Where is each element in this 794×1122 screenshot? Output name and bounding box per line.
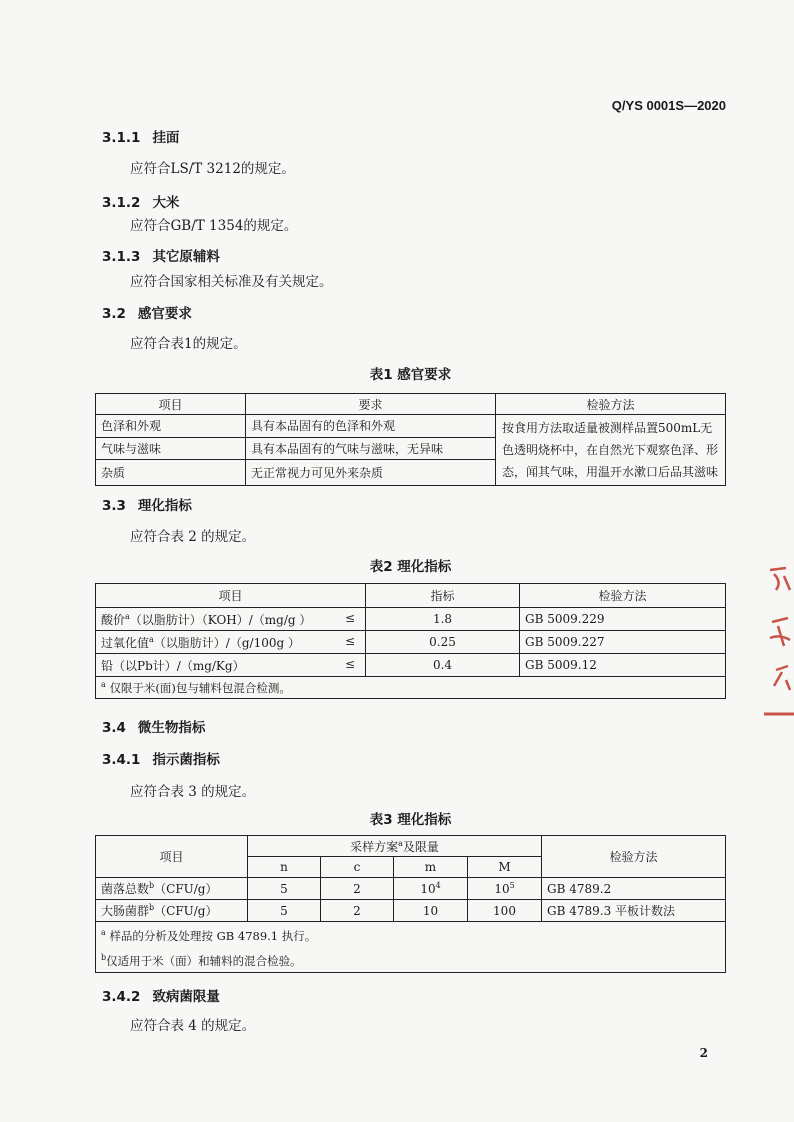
section-title: 其它原辅料 <box>152 249 220 265</box>
section-number: 3.2 <box>102 306 126 322</box>
table3-subheader-c: c <box>321 857 394 878</box>
standard-code: Q/YS 0001S—2020 <box>611 98 726 113</box>
table2-cell-value: 0.25 <box>366 631 520 654</box>
item-unit: （CFU/g） <box>154 882 218 896</box>
section-text-3-3: 应符合表 2 的规定。 <box>130 529 256 545</box>
footnote-text: 仅限于米(面)包与辅料包混合检测。 <box>109 680 291 695</box>
section-title: 理化指标 <box>137 498 192 514</box>
table2-cell-item <box>96 654 366 677</box>
table3-cell-item <box>96 878 248 900</box>
value: 10 <box>420 882 436 896</box>
table2-header-item: 项目 <box>96 584 366 608</box>
item-name: 菌落总数 <box>101 882 150 896</box>
header-text: 及限量 <box>402 839 439 854</box>
table3-caption: 表3 理化指标 <box>369 812 452 828</box>
table1-header-method: 检验方法 <box>496 394 726 415</box>
section-number: 3.1.2 <box>102 195 141 211</box>
section-heading-3-4 <box>102 716 205 736</box>
table2-cell-method: GB 5009.12 <box>520 654 726 677</box>
footnote-text: 仅适用于米（面）和辅料的混合检验。 <box>106 953 302 968</box>
table1-caption: 表1 感官要求 <box>369 367 452 383</box>
exponent: 5 <box>509 881 515 890</box>
section-heading-3-2 <box>102 302 192 322</box>
table3-header-item: 项目 <box>96 836 248 878</box>
table1-cell-item: 气味与滋味 <box>96 437 246 460</box>
item-name: 大肠菌群 <box>101 904 150 918</box>
table2-cell-method: GB 5009.229 <box>520 608 726 631</box>
header-text: 采样方案 <box>350 839 399 854</box>
footnote-mark: b <box>101 952 107 962</box>
section-text-3-2: 应符合表1的规定。 <box>130 336 247 352</box>
table3-cell-m: 10 <box>394 900 468 922</box>
section-title: 大米 <box>152 195 180 211</box>
section-number: 3.1.1 <box>102 130 141 146</box>
table1-cell-requirement: 具有本品固有的色泽和外观 <box>246 415 496 438</box>
table2-cell-value: 1.8 <box>366 608 520 631</box>
section-number: 3.4 <box>102 720 126 736</box>
table3-cell-M: 100 <box>468 900 542 922</box>
table1-cell-requirement: 无正常视力可见外来杂质 <box>246 460 496 486</box>
section-text-3-1-2: 应符合GB/T 1354的规定。 <box>130 218 298 234</box>
section-number: 3.1.3 <box>102 249 141 265</box>
item-unit: （CFU/g） <box>154 904 218 918</box>
table3 <box>95 835 726 973</box>
footnote-mark: a <box>125 611 130 621</box>
table3-subheader-m: m <box>394 857 468 878</box>
table1-cell-item: 色泽和外观 <box>96 415 246 438</box>
table3-cell-c: 2 <box>321 900 394 922</box>
item-unit: （以脂肪计）/（g/100g ） <box>153 635 300 650</box>
section-heading-3-4-1 <box>102 748 220 768</box>
item-name: 酸价 <box>101 612 126 627</box>
table2-cell-value: 0.4 <box>366 654 520 677</box>
less-equal-sign: ≤ <box>344 633 355 648</box>
table1 <box>95 393 726 486</box>
table2-caption: 表2 理化指标 <box>369 559 452 575</box>
table2-cell-item <box>96 631 366 654</box>
table1-header-requirement: 要求 <box>246 394 496 415</box>
section-title: 指示菌指标 <box>152 752 220 768</box>
table3-footnote-b <box>101 947 720 972</box>
table1-cell-item: 杂质 <box>96 460 246 486</box>
section-title: 感官要求 <box>137 306 192 322</box>
table3-cell-M <box>468 878 542 900</box>
table3-cell-m <box>394 878 468 900</box>
page-number: 2 <box>699 1046 708 1060</box>
section-heading-3-3 <box>102 494 192 514</box>
section-text-3-4-2: 应符合表 4 的规定。 <box>130 1018 256 1034</box>
section-title: 致病菌限量 <box>152 989 220 1005</box>
table2-cell-method: GB 5009.227 <box>520 631 726 654</box>
table2-cell-item <box>96 608 366 631</box>
table1-cell-method: 按食用方法取适量被测样品置500mL无色透明烧杯中，在自然光下观察色泽、形态，闻其气味，用温开水漱口后品其滋味 <box>496 415 726 486</box>
footnote-mark: a <box>398 838 403 848</box>
section-text-3-1-3: 应符合国家相关标准及有关规定。 <box>130 274 333 290</box>
section-title: 挂面 <box>152 130 180 146</box>
table1-header-item: 项目 <box>96 394 246 415</box>
seal-stamp-fragment <box>764 560 794 720</box>
section-title: 微生物指标 <box>137 720 206 736</box>
section-text-3-1-1: 应符合LS/T 3212的规定。 <box>130 161 295 177</box>
less-equal-sign: ≤ <box>344 610 355 625</box>
less-equal-sign: ≤ <box>344 656 355 671</box>
table3-cell-n: 5 <box>248 900 321 922</box>
table3-subheader-M: M <box>468 857 542 878</box>
table3-cell-n: 5 <box>248 878 321 900</box>
table3-cell-method: GB 4789.3 平板计数法 <box>542 900 726 922</box>
table3-cell-c: 2 <box>321 878 394 900</box>
table2-header-value: 指标 <box>366 584 520 608</box>
table2-footnote <box>96 677 726 699</box>
item-unit: （以Pb计）/（mg/Kg） <box>113 658 245 673</box>
section-number: 3.4.2 <box>102 989 141 1005</box>
item-name: 过氧化值 <box>101 635 150 650</box>
table3-cell-method: GB 4789.2 <box>542 878 726 900</box>
table2-header-method: 检验方法 <box>520 584 726 608</box>
section-number: 3.4.1 <box>102 752 141 768</box>
section-text-3-4-1: 应符合表 3 的规定。 <box>130 784 256 800</box>
table3-subheader-n: n <box>248 857 321 878</box>
table2 <box>95 583 726 699</box>
footnote-text: 样品的分析及处理按 GB 4789.1 执行。 <box>109 928 317 943</box>
table3-footnote-a <box>101 922 720 947</box>
section-heading-3-1-1 <box>102 126 179 146</box>
section-heading-3-4-2 <box>102 985 220 1005</box>
table3-cell-item <box>96 900 248 922</box>
footnote-mark: a <box>101 928 106 937</box>
table3-footnotes <box>96 922 726 973</box>
table3-header-plan <box>248 836 542 857</box>
footnote-mark: b <box>149 881 155 890</box>
footnote-mark: b <box>149 903 155 912</box>
exponent: 4 <box>435 881 441 890</box>
table3-header-method: 检验方法 <box>542 836 726 878</box>
item-unit: （以脂肪计）（KOH）/（mg/g ） <box>129 612 312 627</box>
item-name: 铅 <box>101 658 114 673</box>
table1-cell-requirement: 具有本品固有的气味与滋味，无异味 <box>246 437 496 460</box>
section-heading-3-1-2 <box>102 191 179 211</box>
section-heading-3-1-3 <box>102 245 220 265</box>
value: 10 <box>494 882 510 896</box>
footnote-mark: a <box>149 634 154 644</box>
footnote-mark: a <box>101 679 106 689</box>
section-number: 3.3 <box>102 498 126 514</box>
